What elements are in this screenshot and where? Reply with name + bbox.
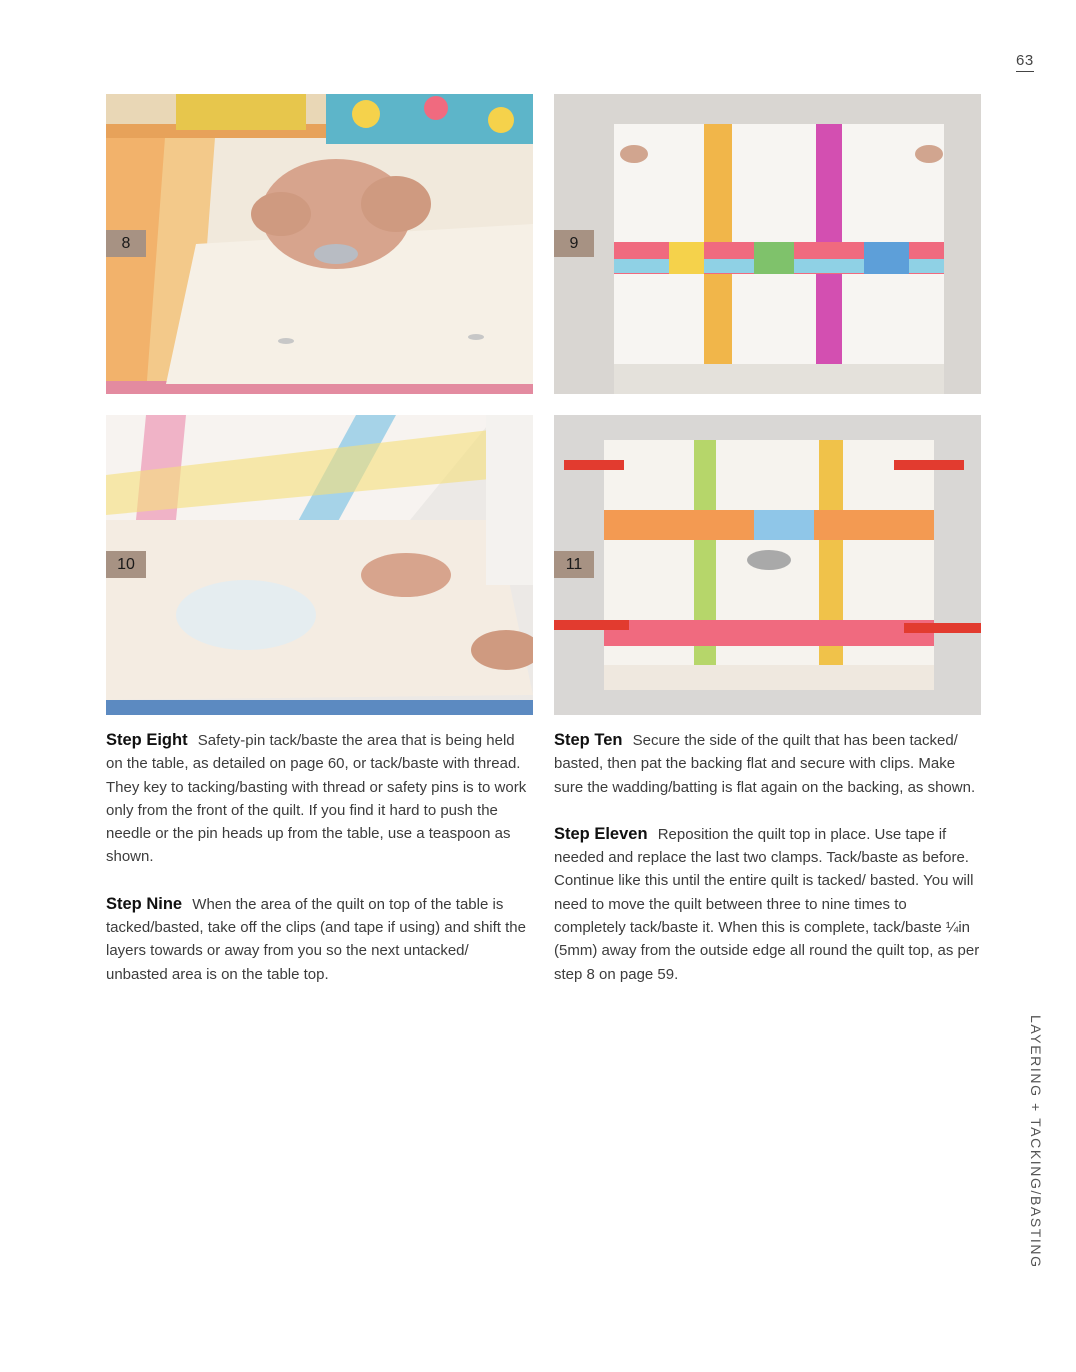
photo-step-9-image	[554, 94, 981, 394]
step-eleven-text: Reposition the quilt top in place. Use tape if needed and replace the last two clamps. Tack/baste as before. Continue like this until the entire quilt is tacked/ basted. You will need to move the quilt between three to nine times to completely tack/baste it. When this is complete, tack/baste ¼in (5mm) away from the outside edge all round the quilt top, as per step 8 on page 59.	[554, 825, 980, 983]
photo-step-badge: 11	[554, 551, 594, 578]
step-eight-text: Safety-pin tack/baste the area that is being held on the table, as detailed on page 60, or tack/baste with thread. They key to tacking/basting with thread or safety pins is to work only from the front of the quilt. If you find it hard to push the needle or the pin heads up from the table, use a teaspoon as shown.	[106, 732, 527, 866]
chapter-side-title: LAYERING + TACKING/BASTING	[1028, 1015, 1044, 1269]
step-nine-paragraph	[106, 893, 534, 986]
step-ten-text: Secure the side of the quilt that has been tacked/ basted, then pat the backing flat and secure with clips. Make sure the wadding/batting is flat again on the backing, as shown.	[554, 732, 976, 796]
step-eight-title: Step Eight	[106, 731, 188, 749]
text-column-left	[106, 729, 534, 1010]
page-number: 63	[1016, 52, 1034, 72]
photo-step-8	[106, 94, 533, 394]
step-eleven-title: Step Eleven	[554, 824, 648, 843]
step-ten-paragraph	[554, 729, 982, 799]
photo-step-10-image	[106, 415, 533, 715]
photo-step-badge: 9	[554, 230, 594, 257]
photo-step-11	[554, 415, 981, 715]
photo-step-10	[106, 415, 533, 715]
photo-step-11-image	[554, 415, 981, 715]
step-eleven-paragraph	[554, 823, 982, 986]
step-nine-title: Step Nine	[106, 894, 183, 913]
step-eight-paragraph	[106, 729, 534, 869]
text-column-right	[554, 729, 982, 1010]
step-nine-text: When the area of the quilt on top of the table is tacked/basted, take off the clips (and tape if using) and shift the layers towards or away from you so the next untacked/ unbasted area is on the table top.	[106, 895, 526, 983]
photo-step-9	[554, 94, 981, 394]
photo-step-badge: 10	[106, 551, 146, 578]
photo-step-badge: 8	[106, 230, 146, 257]
step-ten-title: Step Ten	[554, 731, 623, 749]
photo-step-8-image	[106, 94, 533, 394]
